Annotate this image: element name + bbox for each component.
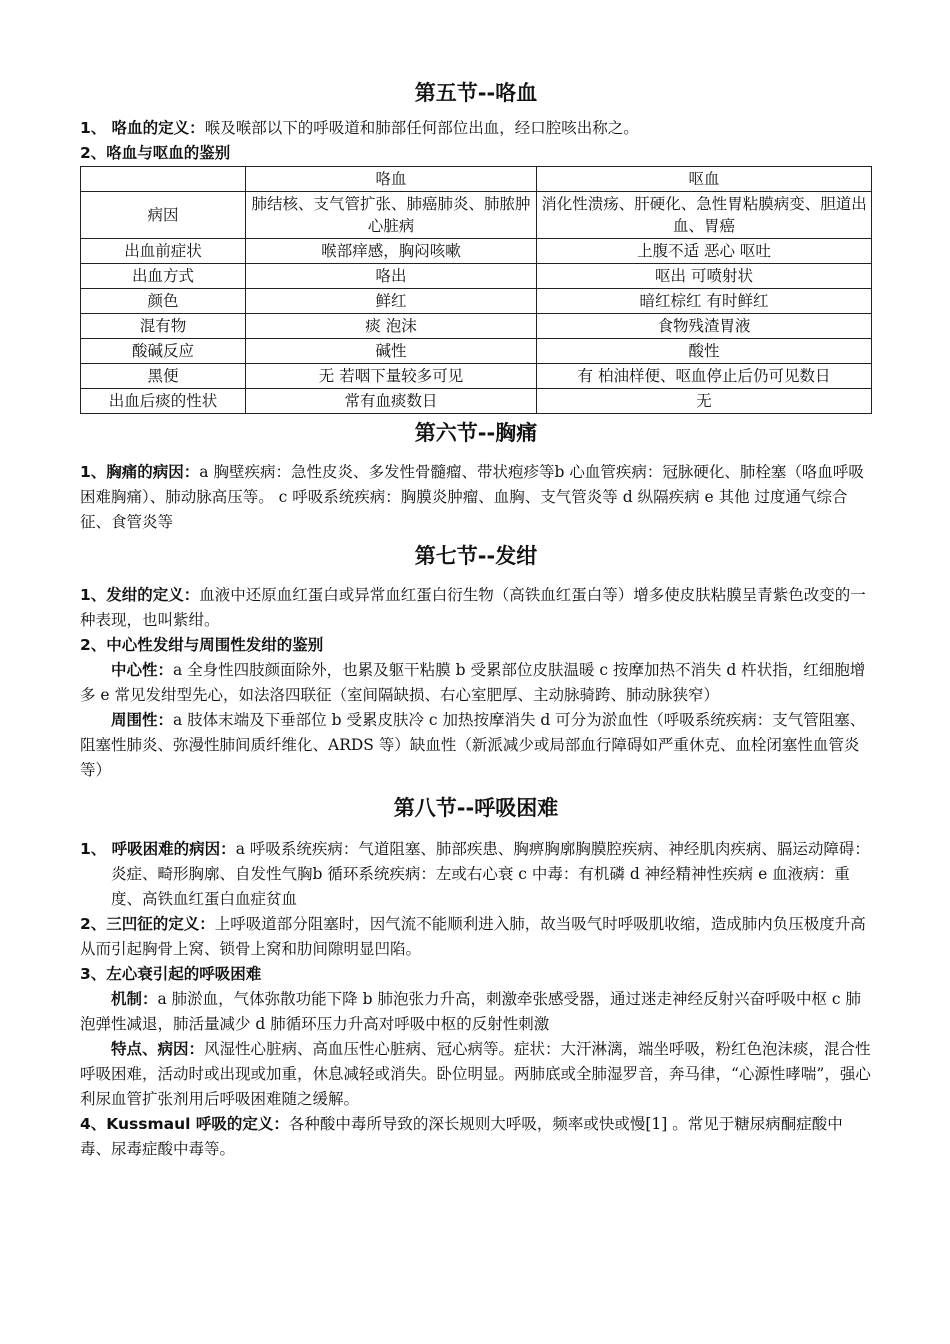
peripheral-cyanosis: [80, 708, 872, 783]
central-cyanosis-label: 中心性：: [111, 661, 174, 679]
mechanism-paragraph: [80, 987, 872, 1037]
chest-pain-causes: [80, 460, 872, 535]
cyanosis-differentiation-heading: 2、中心性发绀与周围性发绀的鉴别: [80, 636, 324, 654]
table-cell: 颜色: [81, 289, 246, 314]
cyanosis-definition-label: 1、发绀的定义：: [80, 586, 200, 604]
table-row: [81, 364, 872, 389]
central-cyanosis: [80, 658, 872, 708]
table-cell: 无: [537, 389, 872, 414]
table-row: [81, 314, 872, 339]
hemoptysis-hematemesis-table: [80, 166, 872, 414]
table-header-cell: 呕血: [537, 167, 872, 192]
table-cell: 痰 泡沫: [246, 314, 537, 339]
table-cell: 碱性: [246, 339, 537, 364]
table-cell: 混有物: [81, 314, 246, 339]
section-7-title: 第七节--发绀: [414, 544, 538, 568]
dyspnea-causes: [80, 837, 872, 912]
left-heart-failure-heading: 3、左心衰引起的呼吸困难: [80, 965, 262, 983]
chest-pain-causes-label: 1、胸痛的病因：: [80, 463, 200, 481]
table-cell: 鲜红: [246, 289, 537, 314]
differentiation-heading: 2、咯血与呕血的鉴别: [80, 144, 231, 162]
cyanosis-definition-text: 血液中还原血红蛋白或异常血红蛋白衍生物（高铁血红蛋白等）增多使皮肤粘膜呈青紫色改变的一种表现，也叫紫绀。: [80, 586, 866, 629]
hemoptysis-definition: [80, 116, 872, 141]
table-row: [81, 192, 872, 239]
table-row: [81, 239, 872, 264]
table-row: [81, 339, 872, 364]
table-cell: 喉部痒感，胸闷咳嗽: [246, 239, 537, 264]
table-cell: 出血前症状: [81, 239, 246, 264]
hemoptysis-definition-text: 喉及喉部以下的呼吸道和肺部任何部位出血，经口腔咳出称之。: [204, 119, 639, 137]
dyspnea-causes-text: a 呼吸系统疾病：气道阻塞、肺部疾患、胸痹胸廓胸膜腔疾病、神经肌肉疾病、膈运动障碍：炎症、畸形胸廓、自发性气胸b 循环系统疾病：左或右心衰 c 中毒：有机磷 d 神经精神性疾病 e 血液病：重度、高铁血红蛋白血症贫血: [111, 840, 870, 908]
peripheral-cyanosis-label: 周围性：: [111, 711, 174, 729]
table-header-cell: [81, 167, 246, 192]
features-causes-text: 风湿性心脏病、高血压性心脏病、冠心病等。症状：大汗淋漓，端坐呼吸，粉红色泡沫痰，混合性呼吸困难，活动时或出现或加重，休息减轻或消失。卧位明显。两肺底或全肺湿罗音，奔马律，“心源性哮喘”，强心利尿血管扩张剂用后呼吸困难随之缓解。: [80, 1040, 871, 1108]
section-8-title: 第八节--呼吸困难: [393, 796, 559, 820]
table-row: [81, 264, 872, 289]
mechanism-text: a 肺淤血，气体弥散功能下降 b 肺泡张力升高，刺激牵张感受器，通过迷走神经反射兴奋呼吸中枢 c 肺泡弹性减退，肺活量减少 d 肺循环压力升高对呼吸中枢的反射性刺激: [80, 990, 861, 1033]
cyanosis-definition: [80, 583, 872, 633]
table-cell: 呕出 可喷射状: [537, 264, 872, 289]
kussmaul-definition-text: 各种酸中毒所导致的深长规则大呼吸，频率或快或慢[1] 。常见于糖尿病酮症酸中毒、尿毒症酸中毒等。: [80, 1115, 843, 1158]
three-depression-sign-label: 2、三凹征的定义：: [80, 915, 215, 933]
central-cyanosis-text: a 全身性四肢颜面除外，也累及躯干粘膜 b 受累部位皮肤温暖 c 按摩加热不消失 d 杵状指，红细胞增多 e 常见发绀型先心，如法洛四联征（室间隔缺损、右心室肥厚、主动脉骑跨、肺动脉狭窄）: [80, 661, 866, 704]
table-cell: 出血方式: [81, 264, 246, 289]
features-causes-paragraph: [80, 1037, 872, 1112]
table-cell: 黑便: [81, 364, 246, 389]
page-content: [80, 78, 872, 1162]
table-cell: 出血后痰的性状: [81, 389, 246, 414]
table-cell: 暗红棕红 有时鲜红: [537, 289, 872, 314]
table-cell: 酸碱反应: [81, 339, 246, 364]
table-cell: 食物残渣胃液: [537, 314, 872, 339]
table-cell: 病因: [81, 192, 246, 239]
section-6-title: 第六节--胸痛: [414, 421, 538, 445]
table-header-row: [81, 167, 872, 192]
chest-pain-causes-text: a 胸壁疾病：急性皮炎、多发性骨髓瘤、带状疱疹等b 心血管疾病：冠脉硬化、肺栓塞（咯血呼吸困难胸痛）、肺动脉高压等。 c 呼吸系统疾病：胸膜炎肿瘤、血胸、支气管炎等 d 纵隔疾病 e 其他 过度通气综合征、食管炎等: [80, 463, 864, 531]
dyspnea-causes-label: 1、 呼吸困难的病因：: [80, 840, 236, 858]
table-cell: 有 柏油样便、呕血停止后仍可见数日: [537, 364, 872, 389]
table-cell: 酸性: [537, 339, 872, 364]
features-causes-label: 特点、病因：: [111, 1040, 205, 1058]
table-header-cell: 咯血: [246, 167, 537, 192]
section-5-title: 第五节--咯血: [414, 81, 538, 105]
table-row: [81, 289, 872, 314]
kussmaul-definition: [80, 1112, 872, 1162]
table-cell: 常有血痰数日: [246, 389, 537, 414]
mechanism-label: 机制：: [111, 990, 158, 1008]
three-depression-sign-text: 上呼吸道部分阻塞时，因气流不能顺利进入肺，故当吸气时呼吸肌收缩，造成肺内负压极度升高从而引起胸骨上窝、锁骨上窝和肋间隙明显凹陷。: [80, 915, 866, 958]
hemoptysis-definition-label: 1、 咯血的定义：: [80, 119, 205, 137]
table-cell: 消化性溃疡、肝硬化、急性胃粘膜病变、胆道出血、胃癌: [537, 192, 872, 239]
table-cell: 上腹不适 恶心 呕吐: [537, 239, 872, 264]
peripheral-cyanosis-text: a 肢体末端及下垂部位 b 受累皮肤冷 c 加热按摩消失 d 可分为淤血性（呼吸系统疾病：支气管阻塞、阻塞性肺炎、弥漫性肺间质纤维化、ARDS 等）缺血性（新派减少或局部血行障碍如严重休克、血栓闭塞性血管炎等）: [80, 711, 866, 779]
table-cell: 肺结核、支气管扩张、肺癌肺炎、肺脓肿心脏病: [246, 192, 537, 239]
three-depression-sign-definition: [80, 912, 872, 962]
table-row: [81, 389, 872, 414]
table-cell: 咯出: [246, 264, 537, 289]
table-cell: 无 若咽下量较多可见: [246, 364, 537, 389]
kussmaul-definition-label: 4、Kussmaul 呼吸的定义：: [80, 1115, 289, 1133]
